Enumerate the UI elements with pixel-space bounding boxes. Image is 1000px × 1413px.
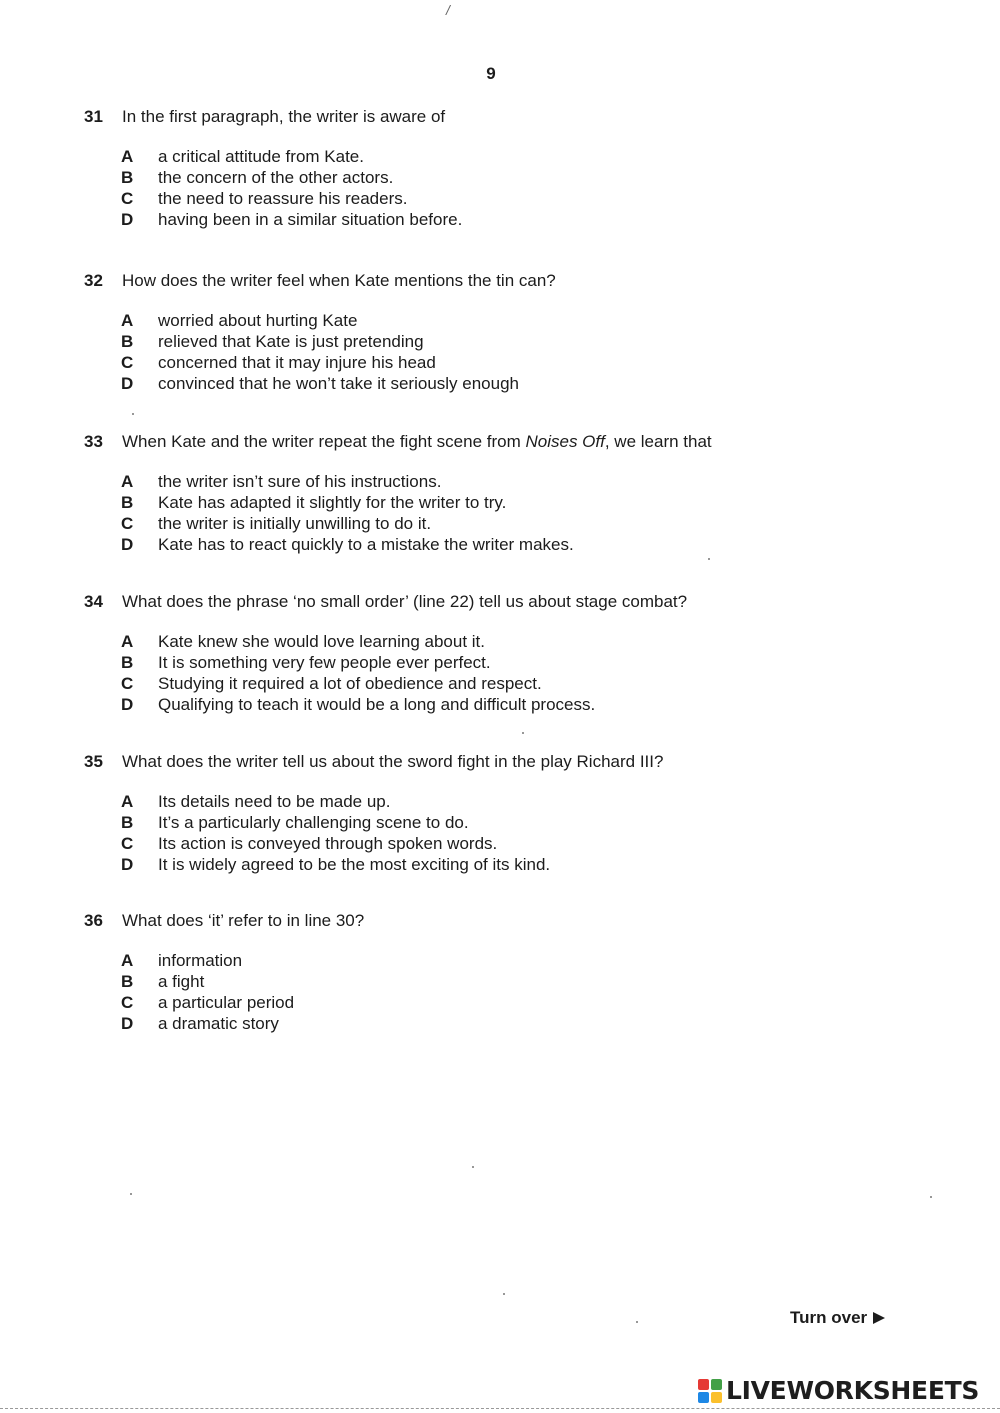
option-text: Its action is conveyed through spoken words. xyxy=(158,834,498,853)
option-letter: B xyxy=(121,168,134,187)
option-a[interactable] xyxy=(121,631,904,652)
option-a[interactable] xyxy=(121,471,904,492)
option-text: a dramatic story xyxy=(158,1014,279,1033)
scan-speck xyxy=(132,413,134,415)
option-c[interactable] xyxy=(121,992,904,1013)
question-33 xyxy=(84,431,904,555)
page-number: 9 xyxy=(486,64,496,83)
question-text: What does ‘it’ refer to in line 30? xyxy=(122,911,365,930)
question-number: 33 xyxy=(84,432,103,451)
question-text-end: , we learn that xyxy=(604,432,712,451)
question-text: What does the phrase ‘no small order’ (line 22) tell us about stage combat? xyxy=(122,592,688,611)
option-letter: A xyxy=(121,951,134,970)
option-d[interactable] xyxy=(121,694,904,715)
logo-square-red xyxy=(698,1379,709,1390)
question-number: 35 xyxy=(84,752,103,771)
option-a[interactable] xyxy=(121,310,904,331)
option-letter: D xyxy=(121,535,134,554)
option-c[interactable] xyxy=(121,833,904,854)
liveworksheets-brand[interactable] xyxy=(698,1376,979,1405)
option-letter: C xyxy=(121,674,134,693)
option-letter: D xyxy=(121,210,134,229)
option-letter: B xyxy=(121,813,134,832)
option-text: Qualifying to teach it would be a long and difficult process. xyxy=(158,695,596,714)
option-text: the concern of the other actors. xyxy=(158,168,394,187)
scan-speck xyxy=(636,1321,638,1323)
option-letter: D xyxy=(121,695,134,714)
option-letter: A xyxy=(121,632,134,651)
option-text: convinced that he won’t take it seriously enough xyxy=(158,374,520,393)
option-text: relieved that Kate is just pretending xyxy=(158,332,424,351)
option-text: Its details need to be made up. xyxy=(158,792,391,811)
option-letter: B xyxy=(121,493,134,512)
option-c[interactable] xyxy=(121,673,904,694)
logo-square-yellow xyxy=(711,1392,722,1403)
option-c[interactable] xyxy=(121,352,904,373)
option-text: Studying it required a lot of obedience and respect. xyxy=(158,674,542,693)
option-text: Kate has adapted it slightly for the writer to try. xyxy=(158,493,507,512)
question-32 xyxy=(84,270,904,394)
option-letter: B xyxy=(121,332,134,351)
options-list xyxy=(121,471,904,555)
scan-speck xyxy=(503,1293,505,1295)
option-a[interactable] xyxy=(121,146,904,167)
options-list xyxy=(121,950,904,1034)
logo-square-blue xyxy=(698,1392,709,1403)
right-triangle-arrow-icon xyxy=(873,1312,885,1324)
option-d[interactable] xyxy=(121,373,904,394)
scan-speck xyxy=(472,1166,474,1168)
option-b[interactable] xyxy=(121,971,904,992)
option-text: the writer is initially unwilling to do it. xyxy=(158,514,432,533)
stray-pen-mark: / xyxy=(446,2,450,18)
option-text: a fight xyxy=(158,972,205,991)
options-list xyxy=(121,631,904,715)
scan-speck xyxy=(130,1193,132,1195)
turn-over-text: Turn over xyxy=(790,1308,868,1327)
question-text: What does the writer tell us about the sword fight in the play Richard III? xyxy=(122,752,664,771)
option-letter: C xyxy=(121,993,134,1012)
option-letter: C xyxy=(121,353,134,372)
option-letter: A xyxy=(121,147,134,166)
logo-square-green xyxy=(711,1379,722,1390)
options-list xyxy=(121,146,904,230)
question-31 xyxy=(84,106,904,230)
option-b[interactable] xyxy=(121,652,904,673)
option-text: It’s a particularly challenging scene to do. xyxy=(158,813,469,832)
option-d[interactable] xyxy=(121,854,904,875)
option-d[interactable] xyxy=(121,209,904,230)
option-letter: C xyxy=(121,834,134,853)
scan-speck xyxy=(930,1196,932,1198)
option-a[interactable] xyxy=(121,791,904,812)
option-a[interactable] xyxy=(121,950,904,971)
question-34 xyxy=(84,591,904,715)
option-letter: D xyxy=(121,1014,134,1033)
brand-name: LIVEWORKSHEETS xyxy=(726,1376,980,1405)
option-text: worried about hurting Kate xyxy=(158,311,358,330)
option-b[interactable] xyxy=(121,331,904,352)
question-text: How does the writer feel when Kate mentions the tin can? xyxy=(122,271,556,290)
options-list xyxy=(121,310,904,394)
question-text-start: When Kate and the writer repeat the fight scene from xyxy=(122,432,526,451)
question-number: 32 xyxy=(84,271,103,290)
option-letter: B xyxy=(121,653,134,672)
scan-speck xyxy=(708,558,710,560)
option-c[interactable] xyxy=(121,513,904,534)
question-text: In the first paragraph, the writer is aware of xyxy=(122,107,446,126)
question-text xyxy=(122,431,904,453)
option-letter: C xyxy=(121,189,134,208)
option-d[interactable] xyxy=(121,1013,904,1034)
question-36 xyxy=(84,910,904,1034)
option-d[interactable] xyxy=(121,534,904,555)
option-b[interactable] xyxy=(121,812,904,833)
option-letter: A xyxy=(121,792,134,811)
option-text: the writer isn’t sure of his instructions. xyxy=(158,472,442,491)
option-text: Kate has to react quickly to a mistake the writer makes. xyxy=(158,535,574,554)
option-letter: D xyxy=(121,855,134,874)
turn-over-label xyxy=(790,1308,885,1328)
scan-speck xyxy=(522,732,524,734)
option-letter: A xyxy=(121,311,134,330)
option-text: It is widely agreed to be the most exciting of its kind. xyxy=(158,855,551,874)
option-letter: D xyxy=(121,374,134,393)
option-letter: B xyxy=(121,972,134,991)
liveworksheets-logo-icon xyxy=(698,1379,722,1403)
footer-divider xyxy=(0,1408,1000,1409)
play-title: Noises Off xyxy=(525,432,605,451)
option-letter: C xyxy=(121,514,134,533)
option-c[interactable] xyxy=(121,188,904,209)
option-text: a particular period xyxy=(158,993,295,1012)
option-text: the need to reassure his readers. xyxy=(158,189,408,208)
option-b[interactable] xyxy=(121,167,904,188)
option-b[interactable] xyxy=(121,492,904,513)
question-number: 34 xyxy=(84,592,103,611)
options-list xyxy=(121,791,904,875)
option-text: Kate knew she would love learning about it. xyxy=(158,632,485,651)
question-number: 36 xyxy=(84,911,103,930)
option-text: It is something very few people ever perfect. xyxy=(158,653,491,672)
option-letter: A xyxy=(121,472,134,491)
option-text: information xyxy=(158,951,243,970)
option-text: having been in a similar situation before. xyxy=(158,210,463,229)
option-text: a critical attitude from Kate. xyxy=(158,147,364,166)
option-text: concerned that it may injure his head xyxy=(158,353,436,372)
question-35 xyxy=(84,751,904,875)
question-number: 31 xyxy=(84,107,103,126)
